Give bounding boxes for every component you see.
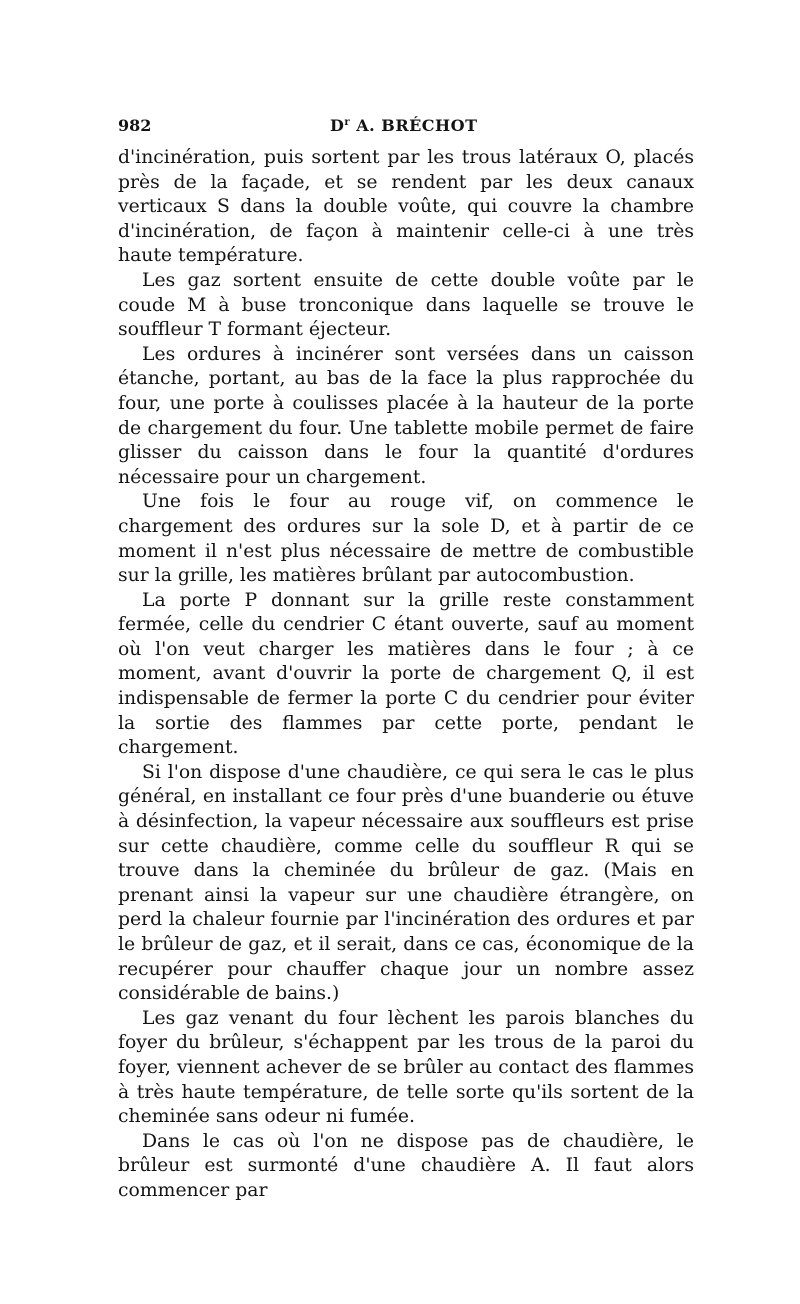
paragraph: La porte P donnant sur la grille reste constamment fermée, celle du cendrier C étant ouverte, sauf au moment où l'on veut charger les matières dans le four ; à ce moment, avant d'ouvrir la porte de chargement Q, il est indispensable de fermer la porte C du cendrier pour éviter la sortie des flammes par cette porte, pendant le chargement. <box>118 589 694 759</box>
author-name: A. BRÉCHOT <box>356 116 478 135</box>
paragraph: Les ordures à incinérer sont versées dans un caisson étanche, portant, au bas de la face la plus rapprochée du four, une porte à coulisses placée à la hauteur de la porte de chargement du four. Une tablette mobile permet de faire glisser du caisson dans le four la quantité d'ordures nécessaire pour un chargement. <box>118 343 694 488</box>
running-header <box>118 116 694 138</box>
author-title-superscript: r <box>344 117 351 128</box>
paragraph: Une fois le four au rouge vif, on commence le chargement des ordures sur la sole D, et à partir de ce moment il n'est plus nécessaire de mettre de combustible sur la grille, les matières brûlant par autocombustion. <box>118 491 694 587</box>
paragraph: Les gaz venant du four lèchent les parois blanches du foyer du brûleur, s'échappent par les trous de la paroi du foyer, viennent achever de se brûler au contact des flammes à très haute température, de telle sorte qu'ils sortent de la cheminée sans odeur ni fumée. <box>118 1007 694 1128</box>
paragraph: Si l'on dispose d'une chaudière, ce qui sera le cas le plus général, en installant ce four près d'une buanderie ou étuve à désinfection, la vapeur nécessaire aux souffleurs est prise sur cette chaudière, comme celle du souffleur R qui se trouve dans la cheminée du brûleur de gaz. (Mais en prenant ainsi la vapeur sur une chaudière étrangère, on perd la chaleur fournie par l'incinération des ordures et par le brûleur de gaz, et il serait, dans ce cas, économique de la recupérer pour chauffer chaque jour un nombre assez considérable de bains.) <box>118 761 694 1005</box>
page-number: 982 <box>118 116 152 135</box>
paragraph-continued: d'incinération, puis sortent par les trous latéraux O, placés près de la façade, et se rendent par les deux canaux verticaux S dans la double voûte, qui couvre la chambre d'incinération, de façon à maintenir celle-ci à une très haute température. <box>118 147 694 267</box>
author-title-abbrev: $D^r$ <box>330 116 351 135</box>
paragraph-last: Dans le cas où l'on ne dispose pas de chaudière, le brûleur est surmonté d'une chaudière A. Il faut alors commencer par <box>118 1130 694 1201</box>
body-text <box>118 146 694 1204</box>
running-head-author <box>330 116 478 135</box>
paragraph: Les gaz sortent ensuite de cette double voûte par le coude M à buse tronconique dans laquelle se trouve le souffleur T formant éjecteur. <box>118 269 694 341</box>
